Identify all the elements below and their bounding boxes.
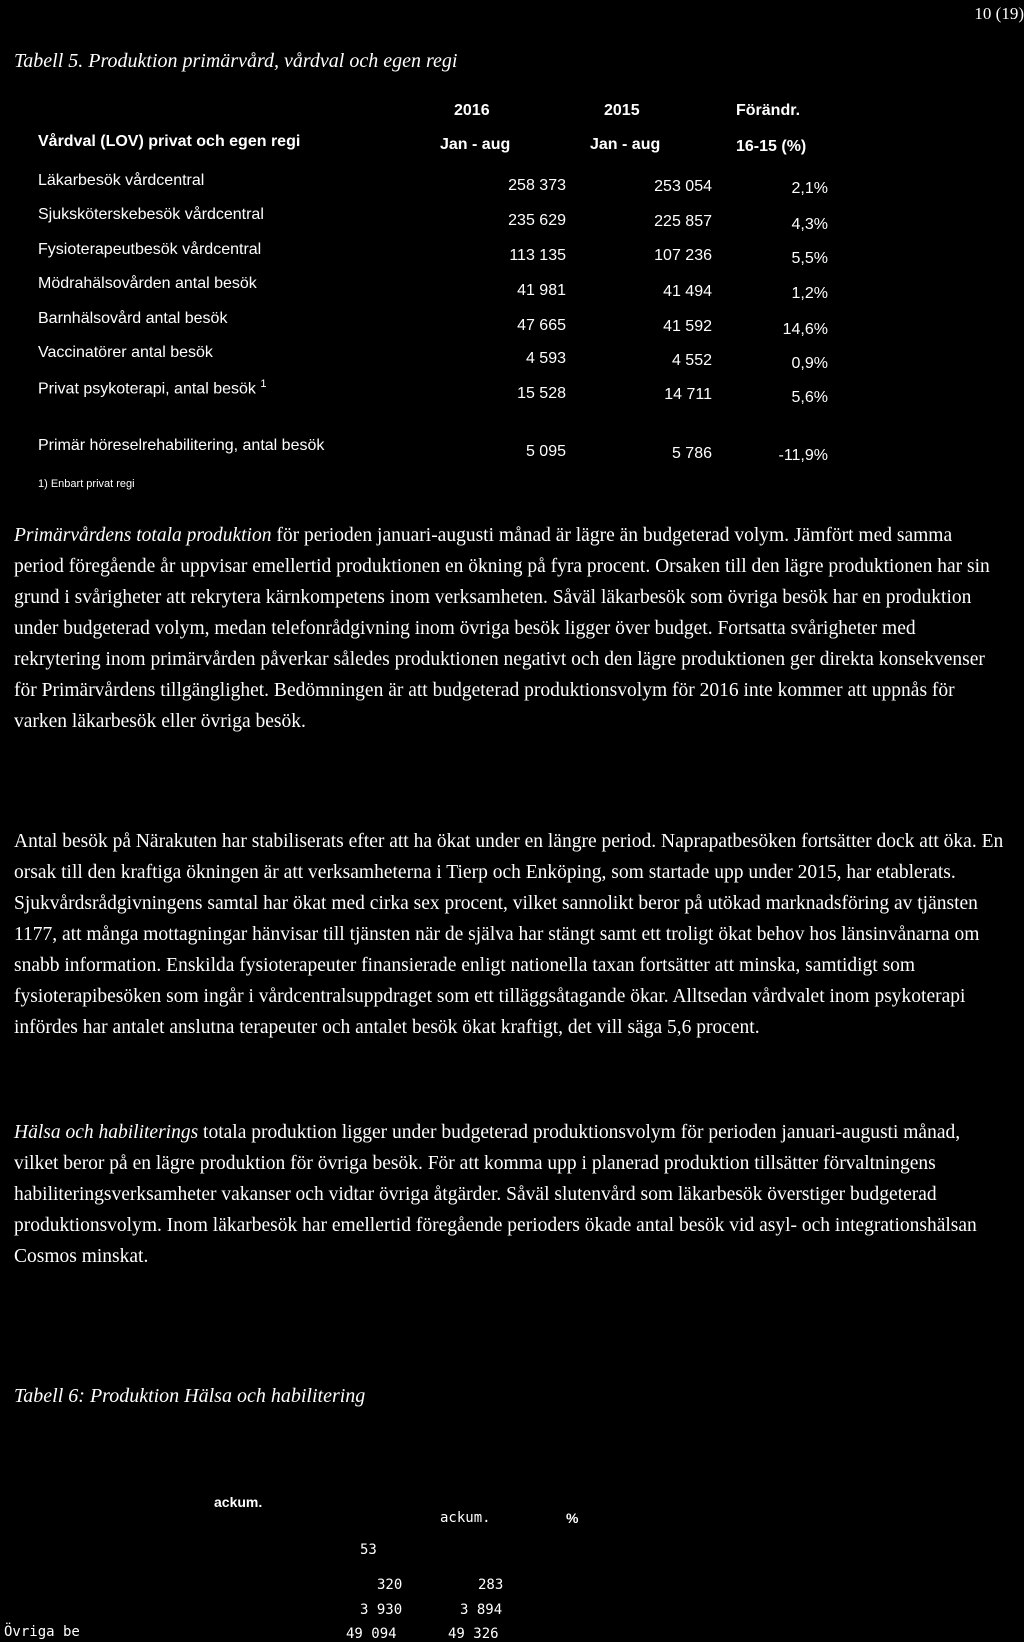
row-value-2016: 258 373 — [508, 177, 566, 194]
table6-value: 320 — [377, 1577, 403, 1593]
table6-value: 3 930 — [360, 1602, 403, 1618]
table5-caption: Tabell 5. Produktion primärvård, vårdval och egen regi — [14, 50, 458, 72]
table6-value: 283 — [478, 1577, 504, 1593]
header-percent: % — [566, 1510, 579, 1526]
row-label: Sjuksköterskebesök vårdcentral — [38, 206, 264, 223]
table6-value: 3 894 — [460, 1602, 503, 1618]
row-value-2016: 235 629 — [508, 212, 566, 229]
header-2015-period: Jan - aug — [590, 136, 661, 153]
row-change: 1,2% — [791, 285, 828, 302]
paragraph-halsa-habilitering — [14, 1117, 1004, 1272]
table6-value: 49 094 — [346, 1626, 397, 1642]
row-value-2015: 5 786 — [671, 445, 712, 462]
row-value-2016: 47 665 — [517, 317, 566, 334]
paragraph-narakuten: Antal besök på Närakuten har stabiliserats efter att ha ökat under en längre period. Naprapatbesöken fortsätter dock att öka. En orsak till den kraftiga ökningen är att verksamheterna i Tierp och Enköping, som startade upp under 2015, har etablerats. Sjukvårdsrådgivningens samtal har ökat med cirka sex procent, vilket sannolikt beror på utökad marknadsföring av tjänsten 1177, att många mottagningar hänvisar till tjänsten när de själva har stängt samt ett troligt ökat behov hos länsinvånarna om snabb information. Enskilda fysioterapeuter finansierade enligt nationella taxan fortsätter att minska, samtidigt som fysioterapibesöken som ingår i vårdcentralsuppdraget som ett tilläggsåtagande ökar. Alltsedan vårdvalet inom psykoterapi infördes har antalet anslutna terapeuter och antalet besök ökat kraftigt, det vill säga 5,6 procent. — [14, 831, 1004, 1038]
row-value-2015: 14 711 — [664, 386, 712, 403]
row-value-2015: 41 494 — [663, 283, 712, 300]
table6-value: 53 — [360, 1542, 377, 1558]
row-label-text: Privat psykoterapi, antal besök — [38, 380, 256, 398]
row-label: Läkarbesök vårdcentral — [38, 172, 205, 189]
footnote-mark: 1 — [260, 378, 267, 390]
table5-footnote: 1) Enbart privat regi — [38, 478, 135, 490]
row-change: -11,9% — [778, 447, 828, 464]
row-change: 14,6% — [782, 321, 828, 338]
header-2016-period: Jan - aug — [440, 136, 511, 153]
row-value-2015: 225 857 — [654, 213, 712, 230]
row-value-2016: 113 135 — [509, 247, 566, 264]
header-change-top: Förändr. — [736, 102, 801, 119]
row-change: 5,5% — [791, 250, 828, 267]
paragraph-body: för perioden januari-augusti månad är lägre än budgeterad volym. Jämfört med samma period föregående år uppvisar emellertid produktionen en ökning på fyra procent. Orsaken till den lägre produktionen har sin grund i svårigheter att rekrytera kärnkompetens inom verksamheten. Såväl läkarbesök som övriga besök har en produktion under budgeterad volym, medan telefonrådgivning inom övriga besök ligger över budget. Fortsatta svårigheter med rekrytering inom primärvården påverkar således produktionen negativt och den lägre produktionen ger direkta konsekvenser för Primärvårdens tillgänglighet. Bedömningen är att budgeterad produktionsvolym för 2016 inte kommer att uppnås för varken läkarbesök eller övriga besök. — [14, 525, 990, 732]
header-2016-year: 2016 — [454, 102, 490, 119]
header-ackum: ackum. — [440, 1510, 491, 1526]
row-value-2016: 5 095 — [525, 443, 566, 460]
table6-value: 49 326 — [448, 1626, 499, 1642]
table6-caption: Tabell 6: Produktion Hälsa och habilitering — [14, 1385, 366, 1407]
table6-row-label: Övriga be — [4, 1624, 80, 1640]
row-value-2015: 41 592 — [663, 318, 712, 335]
row-value-2015: 253 054 — [654, 178, 712, 195]
row-change: 0,9% — [791, 355, 828, 372]
row-label — [38, 378, 266, 398]
paragraph-primarvard — [14, 520, 1004, 737]
page-number: 10 (19) — [974, 4, 1024, 23]
table6 — [0, 1480, 1024, 1642]
row-value-2016: 4 593 — [525, 350, 566, 367]
row-change: 5,6% — [791, 389, 828, 406]
header-label: Vårdval (LOV) privat och egen regi — [38, 133, 301, 150]
row-label: Vaccinatörer antal besök — [38, 344, 213, 361]
row-value-2016: 15 528 — [517, 385, 566, 402]
row-label: Primär höreselrehabilitering, antal besök — [38, 437, 325, 454]
row-change: 4,3% — [791, 216, 828, 233]
row-value-2016: 41 981 — [517, 282, 566, 299]
row-label: Mödrahälsovården antal besök — [38, 275, 257, 292]
row-change: 2,1% — [791, 180, 828, 197]
header-ackum: ackum. — [214, 1494, 263, 1510]
paragraph-body: totala produktion ligger under budgeterad produktionsvolym för perioden januari-augusti månad, vilket beror på en lägre produktion för övriga besök. För att komma upp i planerad produktion tillsätter förvaltningens habiliteringsverksamheter vakanser och vidtar övriga åtgärder. Såväl slutenvård som läkarbesök överstiger budgeterad produktionsvolym. Inom läkarbesök har emellertid föregående perioders ökade antal besök vid asyl- och integrationshälsan Cosmos minskat. — [14, 1122, 977, 1267]
row-label: Barnhälsovård antal besök — [38, 310, 228, 327]
row-value-2015: 107 236 — [654, 247, 712, 264]
row-label: Fysioterapeutbesök vårdcentral — [38, 241, 262, 258]
header-change-bottom: 16-15 (%) — [736, 138, 807, 155]
paragraph-lead: Primärvårdens totala produktion — [14, 525, 272, 546]
row-value-2015: 4 552 — [671, 352, 712, 369]
header-2015-year: 2015 — [604, 102, 640, 119]
paragraph-lead: Hälsa och habiliterings — [14, 1122, 199, 1143]
table5 — [0, 0, 1024, 520]
